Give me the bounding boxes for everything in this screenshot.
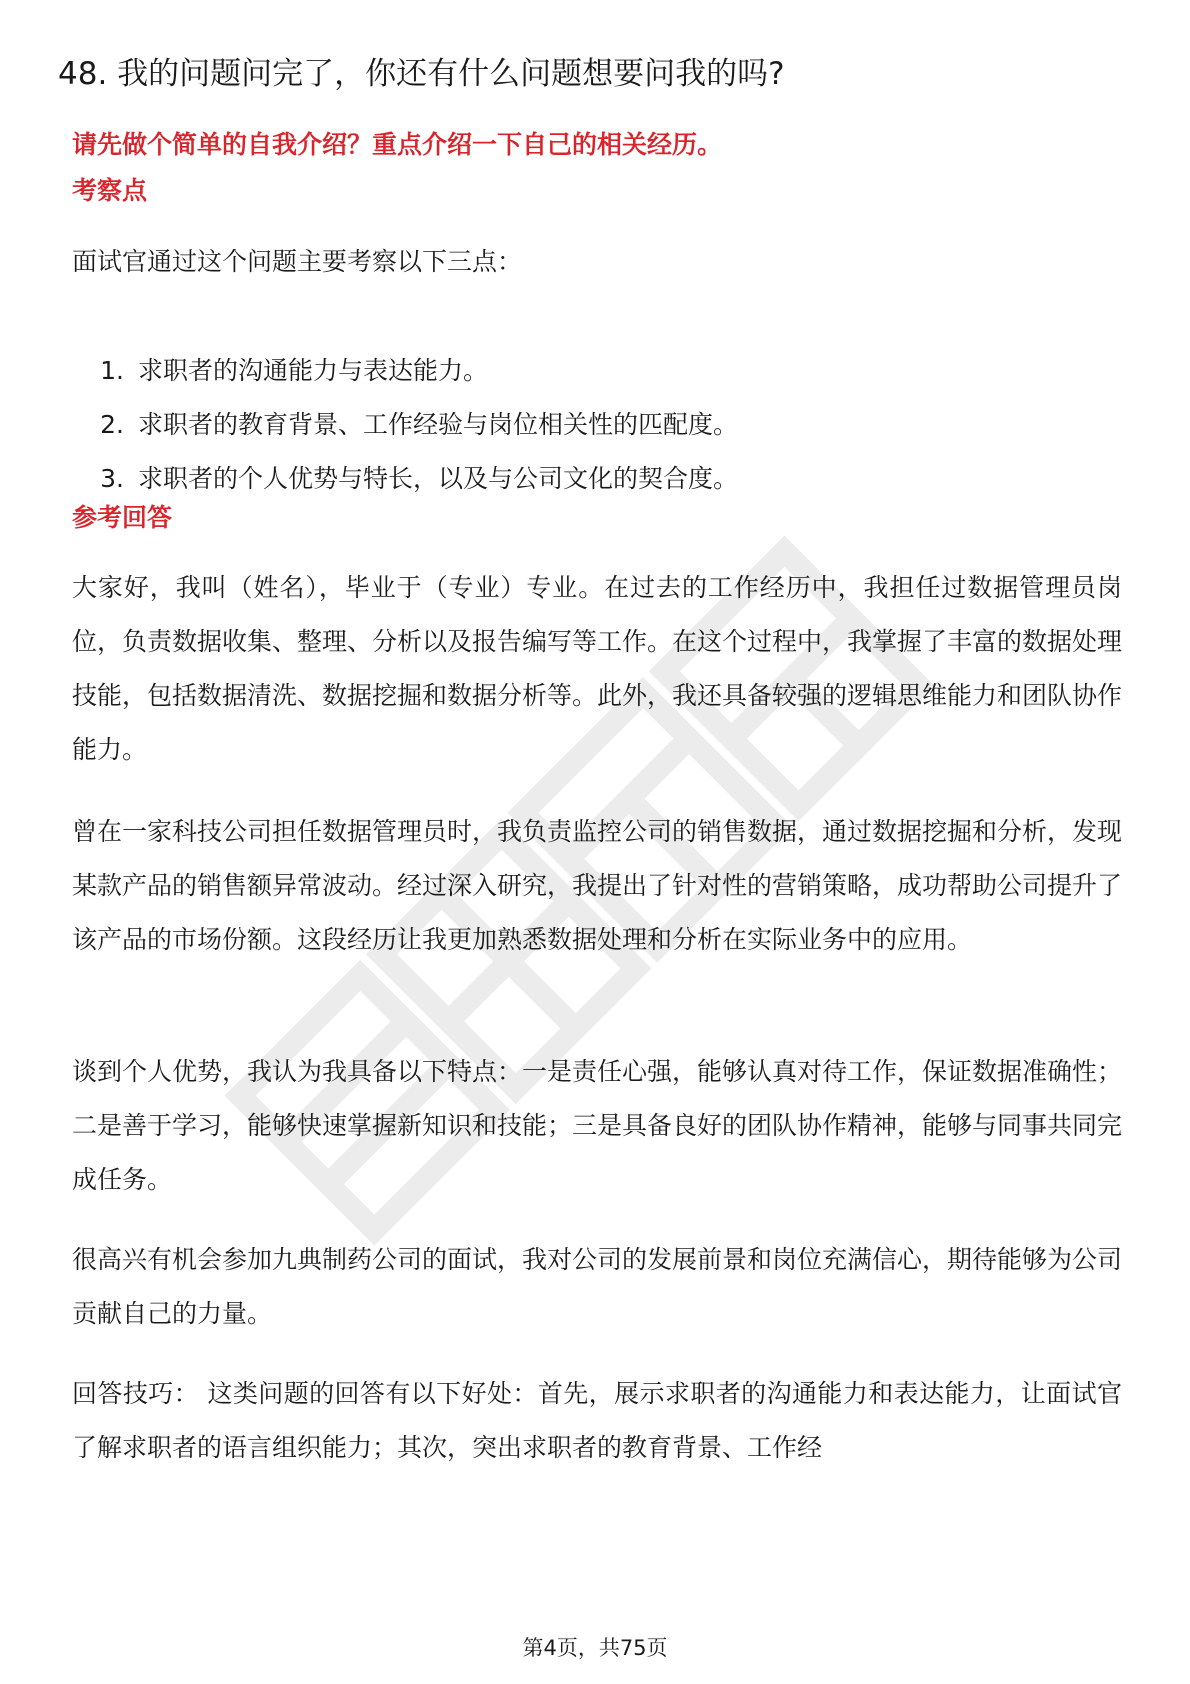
list-item-text: 求职者的教育背景、工作经验与岗位相关性的匹配度。: [138, 410, 739, 439]
list-item: [72, 398, 738, 452]
list-item-number: 2.: [100, 410, 124, 439]
list-item-number: 3.: [100, 464, 124, 493]
list-item-text: 求职者的沟通能力与表达能力。: [138, 356, 489, 385]
section-heading-kaochadian: 考察点: [72, 176, 148, 205]
list-item-text: 求职者的个人优势与特长，以及与公司文化的契合度。: [138, 464, 739, 493]
answer-paragraph-1: 大家好，我叫（姓名），毕业于（专业）专业。在过去的工作经历中，我担任过数据管理员岗位，负责数据收集、整理、分析以及报告编写等工作。在这个过程中，我掌握了丰富的数据处理技能，包括数据清洗、数据挖掘和数据分析等。此外，我还具备较强的逻辑思维能力和团队协作能力。: [72, 573, 1123, 764]
question-title: 48. 我的问题问完了，你还有什么问题想要问我的吗?: [58, 56, 785, 92]
page-footer: 第4页，共75页: [522, 1636, 668, 1660]
list-item-number: 1.: [100, 356, 124, 385]
answer-paragraph-4: 很高兴有机会参加九典制药公司的面试，我对公司的发展前景和岗位充满信心，期待能够为公司贡献自己的力量。: [72, 1245, 1123, 1328]
lead-question: 请先做个简单的自我介绍？重点介绍一下自己的相关经历。: [72, 130, 723, 159]
kaochadian-intro: 面试官通过这个问题主要考察以下三点：: [72, 247, 523, 276]
section-heading-answer: 参考回答: [72, 503, 173, 532]
list-item: [72, 452, 738, 506]
answer-tips-paragraph: 回答技巧： 这类问题的回答有以下好处：首先，展示求职者的沟通能力和表达能力，让面试官了解求职者的语言组织能力；其次，突出求职者的教育背景、工作经: [72, 1379, 1122, 1462]
kaochadian-list: [72, 344, 738, 506]
answer-paragraph-2: 曾在一家科技公司担任数据管理员时，我负责监控公司的销售数据，通过数据挖掘和分析，发现某款产品的销售额异常波动。经过深入研究，我提出了针对性的营销策略，成功帮助公司提升了该产品的市场份额。这段经历让我更加熟悉数据处理和分析在实际业务中的应用。: [72, 817, 1123, 954]
answer-paragraph-3: 谈到个人优势，我认为我具备以下特点：一是责任心强，能够认真对待工作，保证数据准确性；二是善于学习，能够快速掌握新知识和技能；三是具备良好的团队协作精神，能够与同事共同完成任务。: [72, 1057, 1123, 1194]
list-item: [72, 344, 738, 398]
